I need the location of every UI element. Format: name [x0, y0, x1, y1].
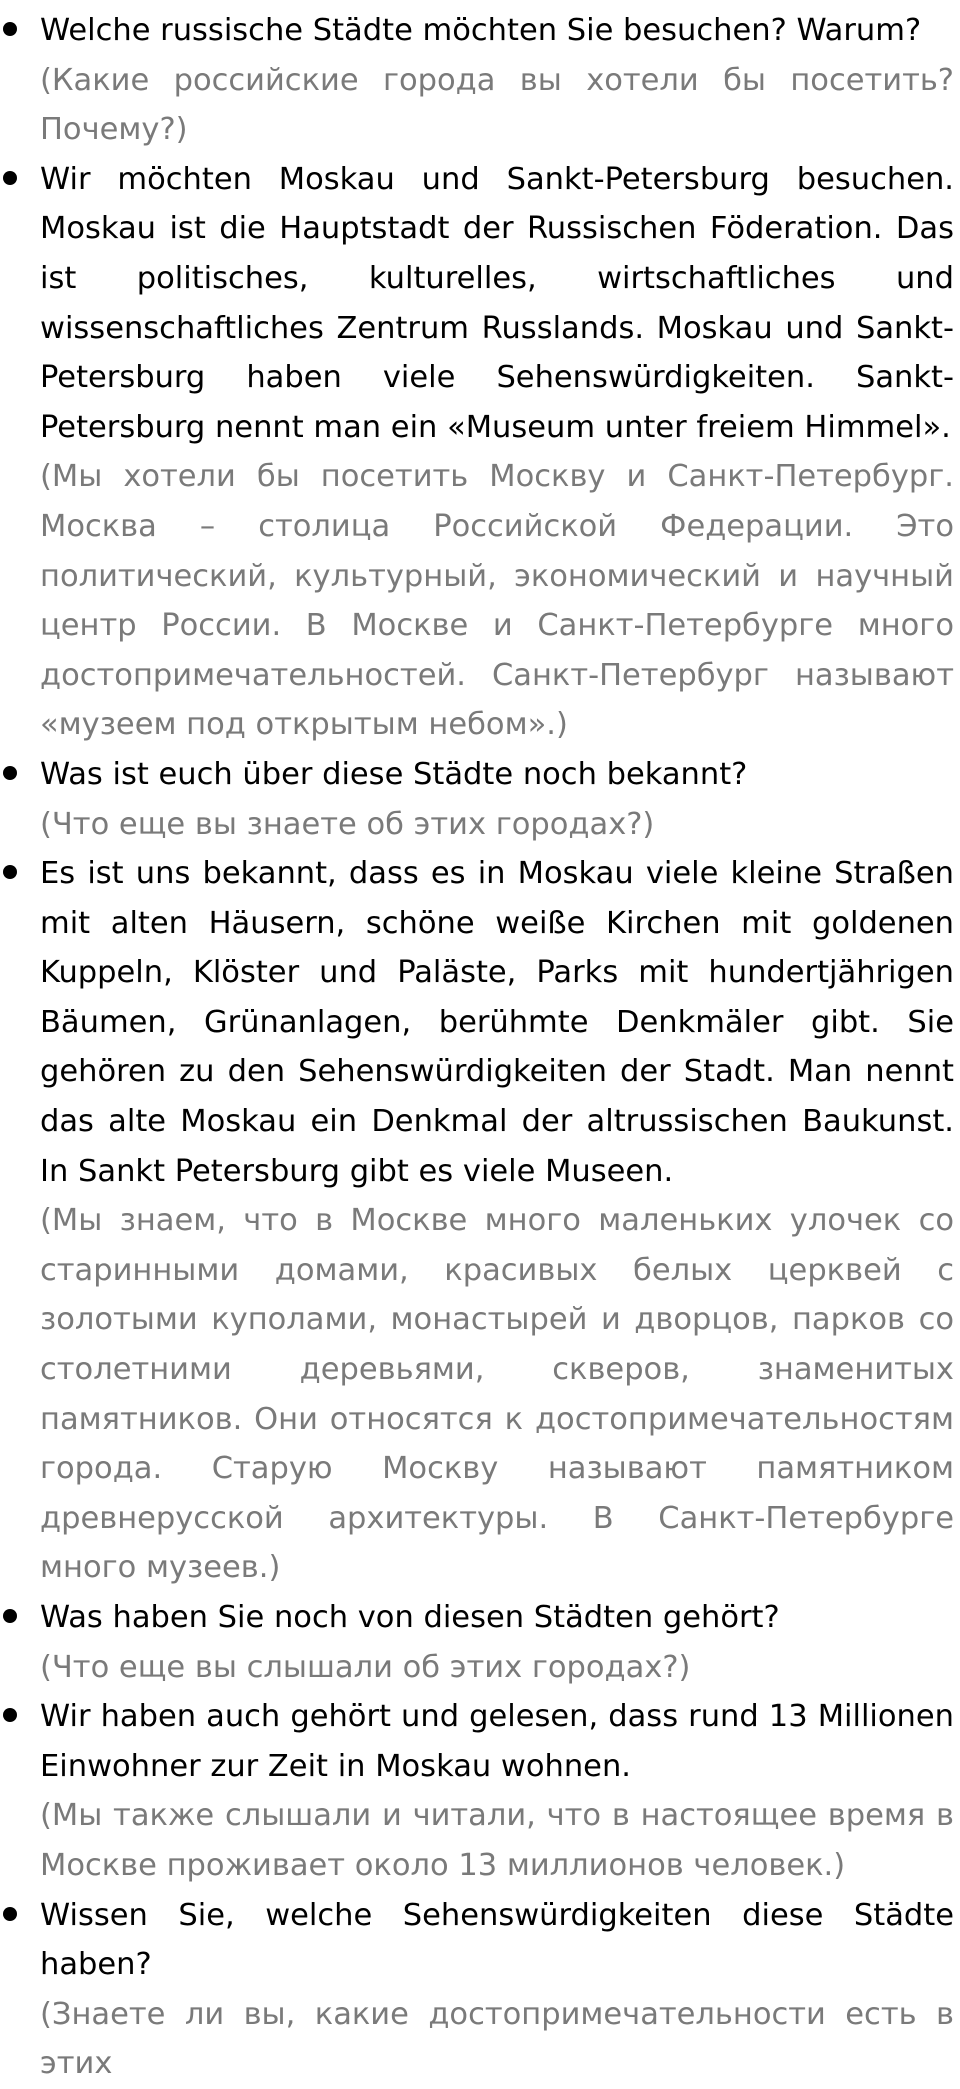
bullet-icon	[3, 1708, 17, 1722]
list-item	[0, 1891, 960, 2089]
german-text: Was haben Sie noch von diesen Städten gehört?	[40, 1600, 780, 1635]
german-text: Wir möchten Moskau und Sankt-Petersburg besuchen. Moskau ist die Hauptstadt der Russischen Föderation. Das ist politisches, kulturelles, wirtschaftliches und wissenschaftliches Zentrum Russlands. Moskau und Sankt-Petersburg haben viele Sehenswürdigkeiten. Sankt-Petersburg nennt man ein «Museum unter freiem Himmel».	[40, 161, 954, 445]
bullet-icon	[3, 22, 17, 36]
russian-translation: (Мы хотели бы посетить Москву и Санкт-Петербург. Москва – столица Российской Федерации. Это политический, культурный, экономический и научный центр России. В Москве и Санкт-Петербурге много достопримечательностей. Санкт-Петербург называют «музеем под открытым небом».)	[40, 459, 954, 743]
german-text: Wir haben auch gehört und gelesen, dass rund 13 Millionen Einwohner zur Zeit in Moskau wohnen.	[40, 1699, 954, 1784]
russian-translation: (Какие российские города вы хотели бы посетить? Почему?)	[40, 62, 954, 148]
german-text: Was ist euch über diese Städte noch bekannt?	[40, 756, 748, 792]
bullet-icon	[3, 766, 17, 780]
bullet-icon	[3, 865, 17, 879]
russian-translation: (Знаете ли вы, какие достопримечательности есть в этих	[40, 1996, 954, 2082]
german-text: Es ist uns bekannt, dass es in Moskau viele kleine Straßen mit alten Häusern, schöne weiße Kirchen mit goldenen Kuppeln, Klöster und Paläste, Parks mit hundertjährigen Bäumen, Grünanlagen, berühmte Denkmäler gibt. Sie gehören zu den Sehenswürdigkeiten der Stadt. Man nennt das alte Moskau ein Denkmal der altrussischen Baukunst. In Sankt Petersburg gibt es viele Museen.	[40, 856, 954, 1189]
russian-translation: (Мы также слышали и читали, что в настоящее время в Москве проживает около 13 миллионов человек.)	[40, 1798, 954, 1883]
list-item	[0, 1593, 960, 1692]
bullet-list	[0, 6, 960, 2089]
russian-translation: (Что еще вы слышали об этих городах?)	[40, 1649, 691, 1685]
list-item	[0, 1692, 960, 1890]
russian-translation: (Что еще вы знаете об этих городах?)	[40, 806, 655, 842]
list-item	[0, 849, 960, 1593]
german-text: Welche russische Städte möchten Sie besuchen? Warum?	[40, 13, 922, 48]
bullet-icon	[3, 1907, 17, 1921]
russian-translation: (Мы знаем, что в Москве много маленьких улочек со старинными домами, красивых белых церквей с золотыми куполами, монастырей и дворцов, парков со столетними деревьями, скверов, знаменитых памятников. Они относятся к достопримечательностям города. Старую Москву называют памятником древнерусской архитектуры. В Санкт-Петербурге много музеев.)	[40, 1203, 954, 1586]
list-item	[0, 750, 960, 849]
bullet-icon	[3, 1609, 17, 1623]
german-text: Wissen Sie, welche Sehenswürdigkeiten diese Städte haben?	[40, 1897, 954, 1983]
list-item	[0, 6, 960, 155]
list-item	[0, 155, 960, 750]
bullet-icon	[3, 171, 17, 185]
